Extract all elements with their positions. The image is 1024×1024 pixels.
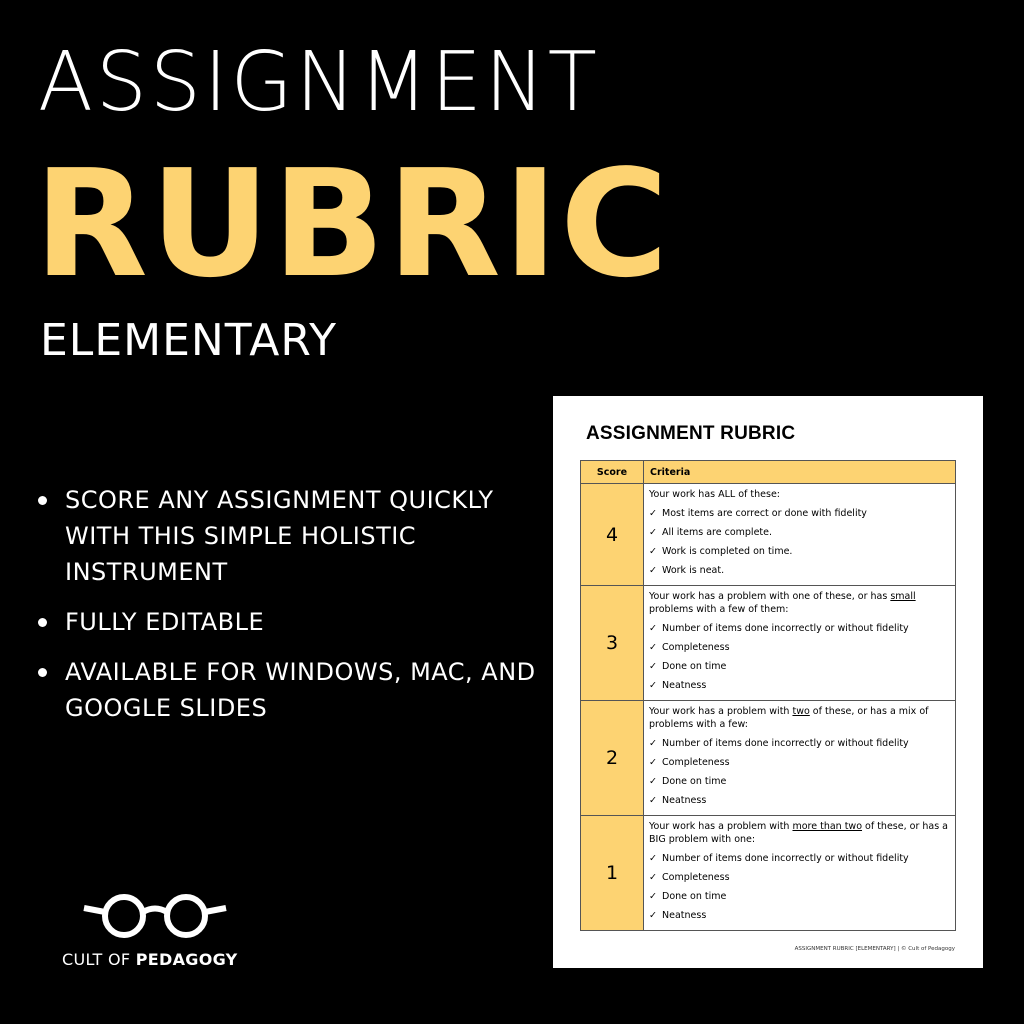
- criteria-item-text: Work is neat.: [662, 565, 725, 576]
- check-icon: ✓: [649, 642, 657, 653]
- criteria-item-text: Completeness: [662, 872, 730, 883]
- criteria-item: [649, 753, 949, 772]
- title-elementary: ELEMENTARY: [40, 315, 337, 366]
- feature-text: FULLY EDITABLE: [65, 608, 265, 636]
- criteria-item: [649, 676, 949, 695]
- check-icon: ✓: [649, 891, 657, 902]
- rubric-document-preview: [553, 396, 983, 968]
- criteria-intro: [649, 820, 949, 846]
- criteria-item: [649, 772, 949, 791]
- feature-item: [38, 654, 538, 726]
- criteria-item-text: Done on time: [662, 776, 727, 787]
- criteria-item-text: Neatness: [662, 910, 707, 921]
- criteria-item-text: Done on time: [662, 661, 727, 672]
- criteria-item: [649, 638, 949, 657]
- score-cell: 2: [581, 701, 644, 816]
- check-icon: ✓: [649, 527, 657, 538]
- criteria-cell: [644, 586, 956, 701]
- criteria-item: [649, 619, 949, 638]
- intro-text: Your work has a problem with: [649, 706, 793, 717]
- bullet-icon: [38, 668, 47, 677]
- check-icon: ✓: [649, 623, 657, 634]
- table-header-row: [581, 461, 956, 484]
- criteria-cell: [644, 484, 956, 586]
- criteria-intro: [649, 590, 949, 616]
- document-title: ASSIGNMENT RUBRIC: [586, 423, 796, 444]
- check-icon: ✓: [649, 508, 657, 519]
- criteria-item: [649, 868, 949, 887]
- criteria-item-text: Neatness: [662, 795, 707, 806]
- intro-text: Your work has a problem with one of these, or has: [649, 591, 891, 602]
- check-icon: ✓: [649, 565, 657, 576]
- criteria-item: [649, 734, 949, 753]
- score-cell: 4: [581, 484, 644, 586]
- feature-item: [38, 482, 538, 590]
- criteria-item-text: Completeness: [662, 642, 730, 653]
- glasses-icon: [80, 888, 230, 940]
- table-row: [581, 484, 956, 586]
- logo-wordmark: CULT OF PEDAGOGY: [62, 950, 238, 969]
- intro-text: Your work has ALL of these:: [649, 489, 780, 500]
- score-cell: 3: [581, 586, 644, 701]
- emphasis-text: more than two: [792, 821, 863, 832]
- table-row: [581, 586, 956, 701]
- check-icon: ✓: [649, 661, 657, 672]
- criteria-item: [649, 504, 949, 523]
- criteria-item-text: All items are complete.: [662, 527, 773, 538]
- emphasis-text: small: [890, 591, 916, 602]
- criteria-item-text: Done on time: [662, 891, 727, 902]
- criteria-item: [649, 657, 949, 676]
- criteria-item: [649, 906, 949, 925]
- criteria-item: [649, 791, 949, 810]
- criteria-intro: [649, 488, 949, 501]
- criteria-item-text: Number of items done incorrectly or without fidelity: [662, 853, 909, 864]
- intro-text: of these, or has a mix of problems with a few:: [649, 706, 929, 730]
- criteria-item-text: Work is completed on time.: [662, 546, 793, 557]
- table-row: [581, 816, 956, 931]
- criteria-item-text: Number of items done incorrectly or without fidelity: [662, 623, 909, 634]
- criteria-cell: [644, 816, 956, 931]
- rubric-table: [580, 460, 956, 931]
- bullet-icon: [38, 496, 47, 505]
- check-icon: ✓: [649, 910, 657, 921]
- check-icon: ✓: [649, 795, 657, 806]
- criteria-item: [649, 523, 949, 542]
- check-icon: ✓: [649, 872, 657, 883]
- criteria-intro: [649, 705, 949, 731]
- column-header-criteria: Criteria: [644, 461, 956, 484]
- score-cell: 1: [581, 816, 644, 931]
- check-icon: ✓: [649, 853, 657, 864]
- criteria-item-text: Most items are correct or done with fidelity: [662, 508, 867, 519]
- brand-logo: [62, 888, 272, 969]
- criteria-item-text: Neatness: [662, 680, 707, 691]
- criteria-item-text: Number of items done incorrectly or without fidelity: [662, 738, 909, 749]
- title-rubric: RUBRIC: [34, 138, 671, 310]
- criteria-cell: [644, 701, 956, 816]
- emphasis-text: two: [792, 706, 810, 717]
- column-header-score: Score: [581, 461, 644, 484]
- criteria-item-text: Completeness: [662, 757, 730, 768]
- intro-text: problems with a few of them:: [649, 604, 789, 615]
- bullet-icon: [38, 618, 47, 627]
- check-icon: ✓: [649, 757, 657, 768]
- criteria-item: [649, 849, 949, 868]
- criteria-item: [649, 561, 949, 580]
- criteria-item: [649, 542, 949, 561]
- feature-list: [38, 482, 538, 740]
- feature-item: [38, 604, 538, 640]
- document-footer: ASSIGNMENT RUBRIC [ELEMENTARY] | © Cult of Pedagogy: [794, 946, 955, 952]
- check-icon: ✓: [649, 776, 657, 787]
- check-icon: ✓: [649, 680, 657, 691]
- feature-text: AVAILABLE FOR WINDOWS, MAC, AND GOOGLE SLIDES: [65, 658, 536, 722]
- title-assignment: ASSIGNMENT: [38, 35, 600, 130]
- intro-text: Your work has a problem with: [649, 821, 793, 832]
- criteria-item: [649, 887, 949, 906]
- intro-text: of these, or has a BIG problem with one:: [649, 821, 949, 845]
- check-icon: ✓: [649, 546, 657, 557]
- table-row: [581, 701, 956, 816]
- feature-text: SCORE ANY ASSIGNMENT QUICKLY WITH THIS SIMPLE HOLISTIC INSTRUMENT: [65, 486, 494, 586]
- check-icon: ✓: [649, 738, 657, 749]
